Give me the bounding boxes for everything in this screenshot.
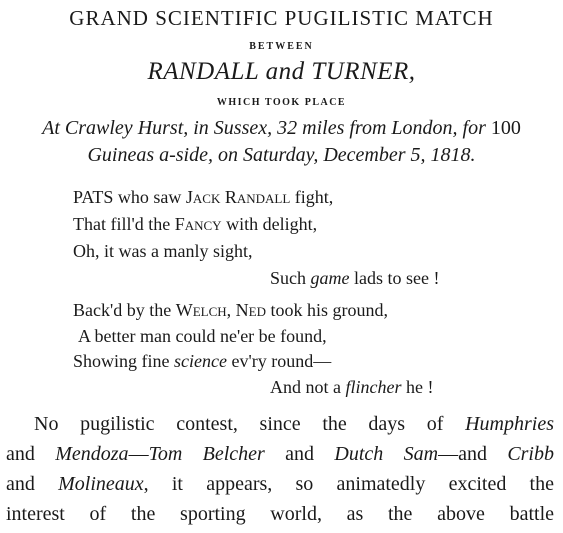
- prose-italic: Humphries: [465, 413, 554, 435]
- verse-italic: flincher: [345, 377, 402, 397]
- verse-text: fight,: [290, 187, 334, 207]
- verse-smallcaps: Fancy: [174, 214, 222, 234]
- location-line-1: [0, 117, 563, 140]
- verse-text: PATS who saw: [73, 187, 186, 207]
- which-took-place-caption: WHICH TOOK PLACE: [216, 97, 347, 108]
- prose-text: and: [264, 443, 335, 465]
- verse2-line3: [73, 351, 331, 372]
- verse-text: Back'd by the: [73, 300, 176, 320]
- prose-line1: [34, 413, 554, 436]
- verse1-line2: [73, 214, 317, 235]
- location-text: At Crawley Hurst, in Sussex, 32 miles from London, for: [42, 117, 491, 139]
- location-line-2: Guineas a-side, on Saturday, December 5, 1818.: [87, 144, 476, 166]
- verse-text: And not a: [270, 377, 346, 397]
- prose-italic: Cribb: [507, 443, 554, 465]
- prose-text: No pugilistic contest, since the days of: [34, 413, 466, 435]
- prose-text: —and: [438, 443, 508, 465]
- verse-italic: science: [174, 351, 227, 371]
- verse-text: took his ground,: [265, 300, 388, 320]
- verse2-line1: [73, 300, 388, 321]
- verse-text: lads to see !: [349, 268, 440, 288]
- verse-smallcaps: Welch: [175, 300, 227, 320]
- prose-italic: Dutch Sam: [334, 443, 439, 465]
- between-caption: BETWEEN: [249, 41, 314, 52]
- verse2-line4: [270, 377, 433, 398]
- prose-text: and: [6, 473, 59, 495]
- verse-smallcaps: Jack Randall: [185, 187, 291, 207]
- prose-line2: [6, 443, 554, 466]
- prose-text: and: [6, 443, 56, 465]
- verse2-line2: A better man could ne'er be found,: [78, 326, 327, 346]
- verse-text: Showing fine: [73, 351, 174, 371]
- verse-text: ev'ry round—: [226, 351, 332, 371]
- prose-line3: [6, 473, 554, 496]
- verse-text: ,: [226, 300, 236, 320]
- prose-text: —: [128, 443, 149, 465]
- verse1-line4: [270, 268, 439, 289]
- verse-italic: game: [310, 268, 350, 288]
- prose-italic: Tom Belcher: [148, 443, 265, 465]
- verse-text: Such: [270, 268, 311, 288]
- verse-text: That fill'd the: [73, 214, 175, 234]
- verse1-line1: [73, 187, 333, 208]
- prose-line4: interest of the sporting world, as the above battle: [6, 503, 554, 525]
- prose-italic: Molineaux: [58, 473, 144, 495]
- verse-text: with delight,: [221, 214, 318, 234]
- verse-smallcaps: Ned: [235, 300, 266, 320]
- page-headline: GRAND SCIENTIFIC PUGILISTIC MATCH: [69, 6, 494, 30]
- prose-text: , it appears, so animatedly excited the: [143, 473, 554, 495]
- verse1-line3: Oh, it was a manly sight,: [73, 241, 253, 261]
- prose-italic: Mendoza: [55, 443, 129, 465]
- verse-text: he !: [401, 377, 434, 397]
- fighters-names: RANDALL and TURNER,: [147, 58, 416, 85]
- stake-amount: 100: [490, 117, 521, 139]
